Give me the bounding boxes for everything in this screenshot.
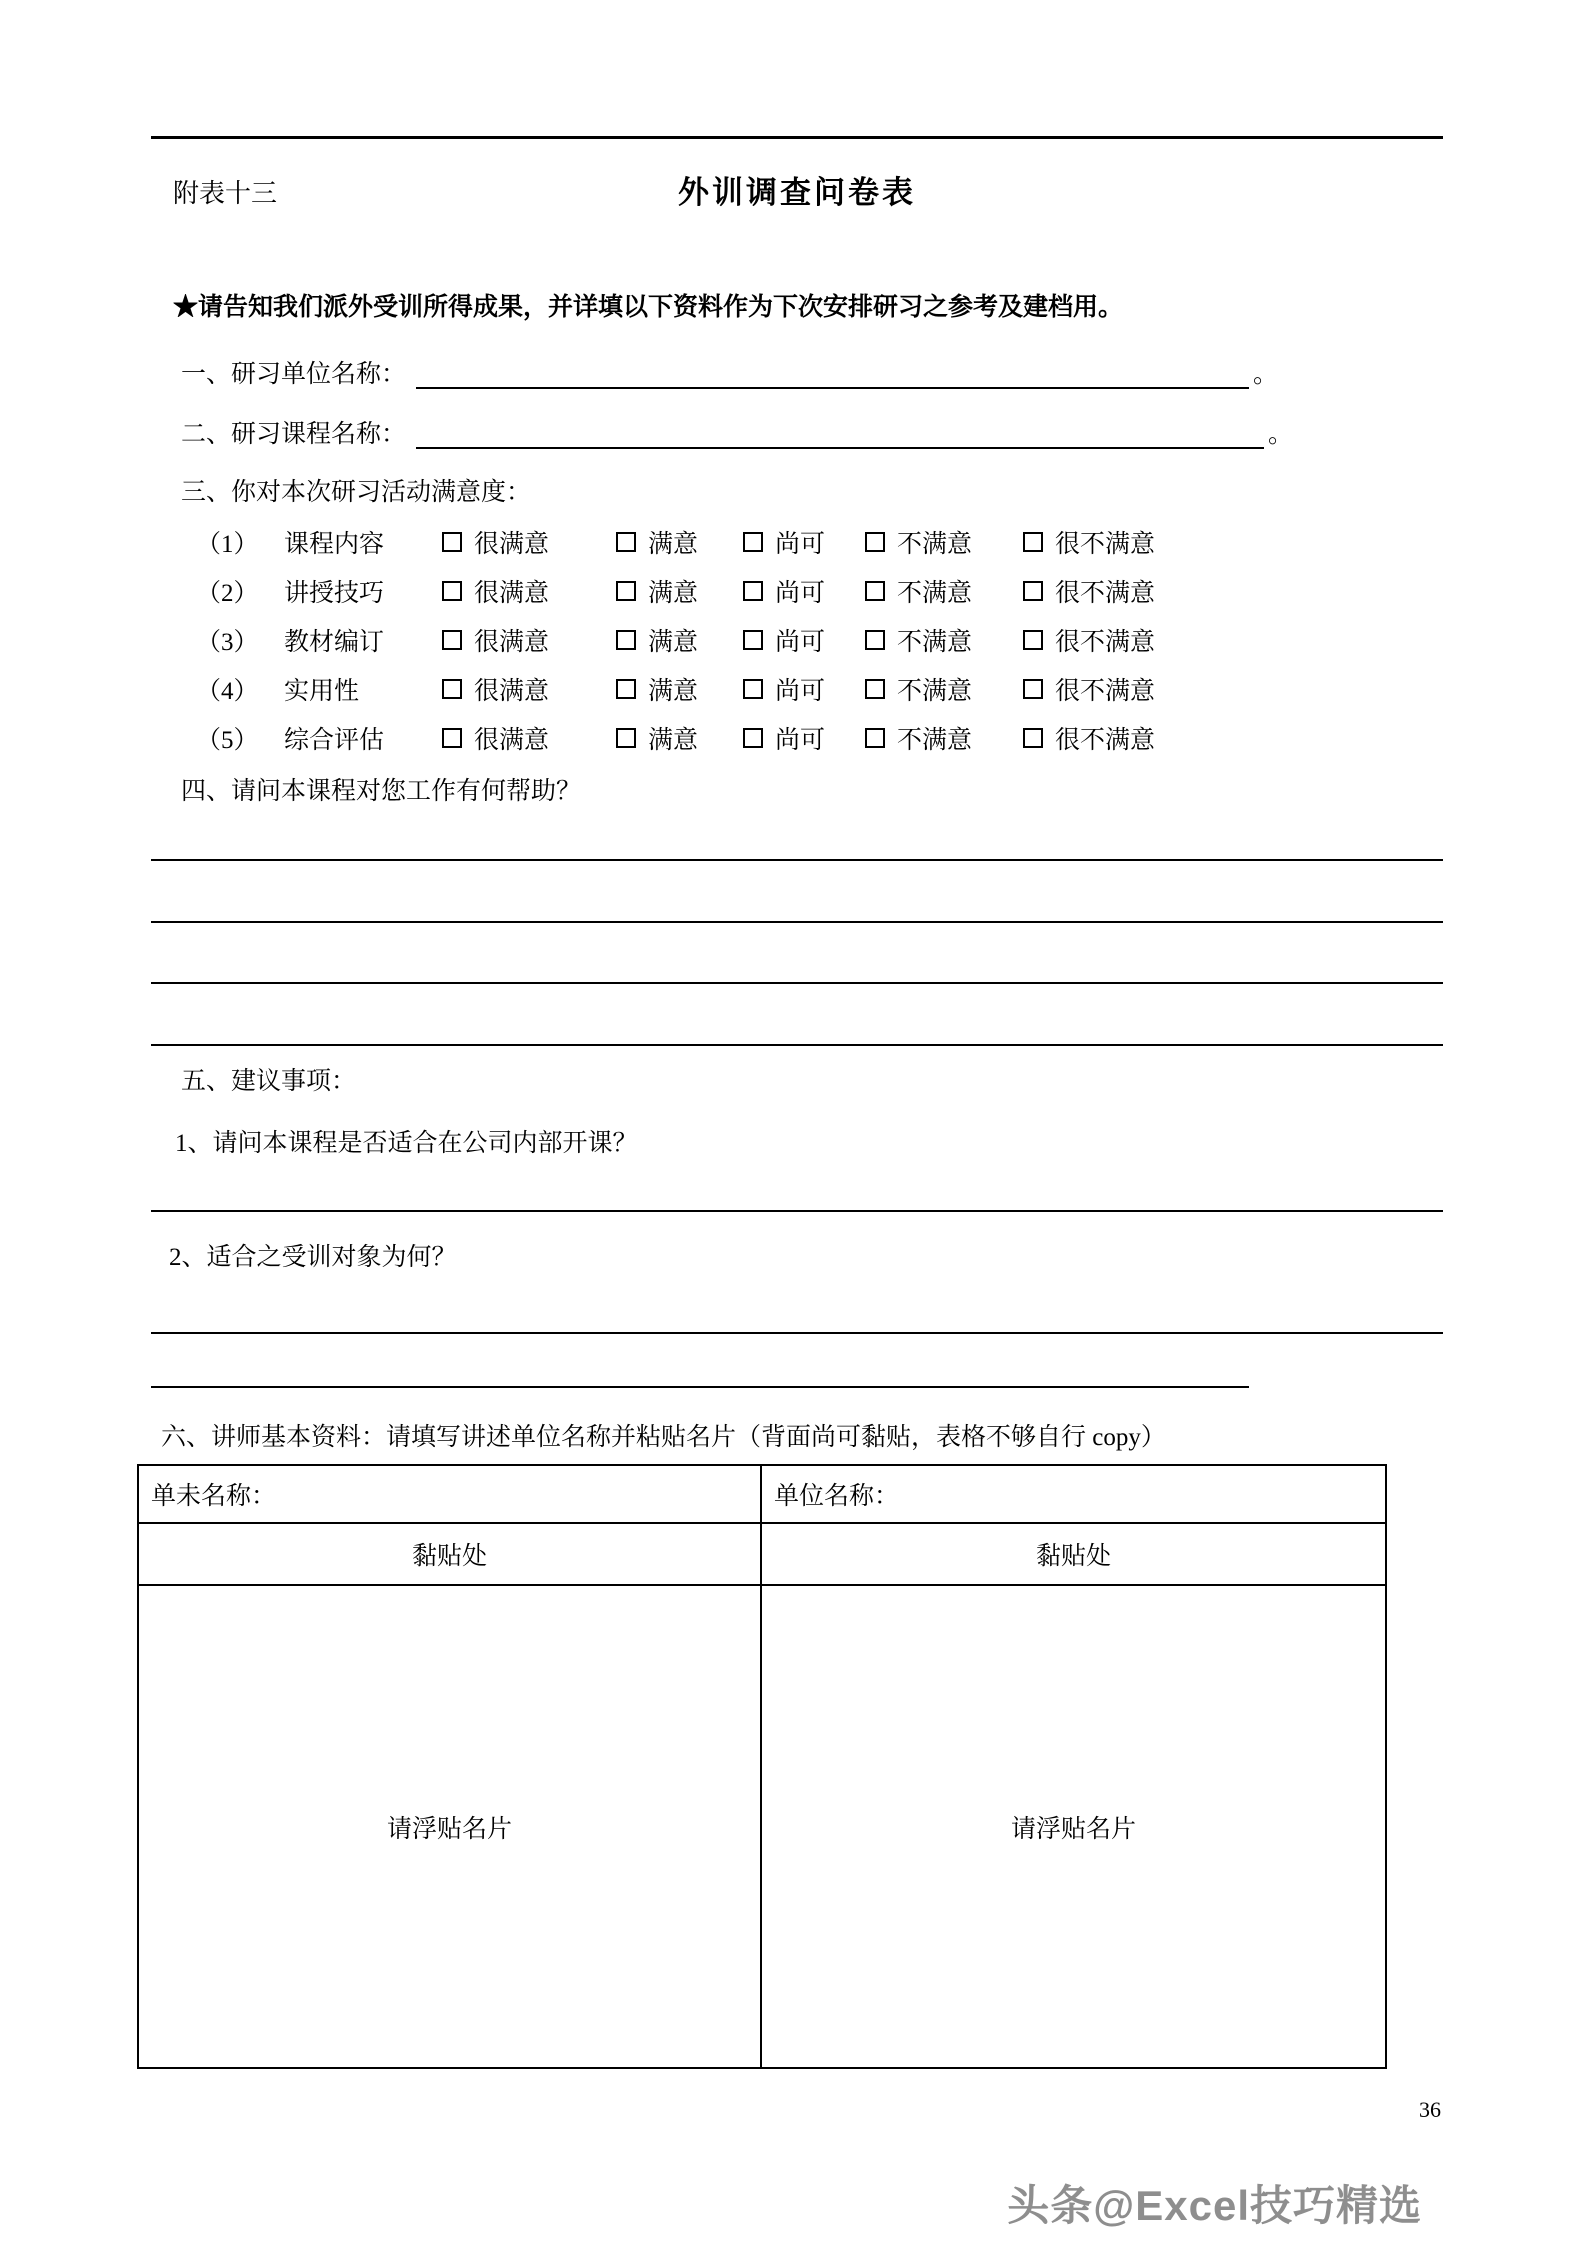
rating-category: 课程内容 [284, 530, 385, 558]
option-label: 尚可 [775, 726, 826, 754]
question-1-label: 一、研习单位名称： [181, 361, 407, 388]
rating-row [151, 664, 1443, 713]
checkbox-icon[interactable] [616, 728, 636, 748]
checkbox-icon[interactable] [743, 630, 763, 650]
checkbox-icon[interactable] [743, 532, 763, 552]
checkbox-icon[interactable] [743, 728, 763, 748]
rating-category: 实用性 [284, 677, 360, 705]
intro-note: ★请告知我们派外受训所得成果，并详填以下资料作为下次安排研习之参考及建档用。 [173, 294, 1124, 321]
rating-option [616, 671, 743, 707]
option-label: 不满意 [897, 530, 973, 558]
rating-option [442, 573, 616, 609]
option-label: 很不满意 [1055, 628, 1156, 656]
rating-option [865, 720, 1023, 756]
page-title: 外训调查问卷表 [678, 175, 916, 210]
answer-line[interactable] [151, 1334, 1249, 1388]
rating-table [151, 517, 1443, 762]
option-label: 满意 [648, 726, 699, 754]
checkbox-icon[interactable] [743, 679, 763, 699]
checkbox-icon[interactable] [1023, 630, 1043, 650]
option-label: 很不满意 [1055, 530, 1156, 558]
checkbox-icon[interactable] [743, 581, 763, 601]
checkbox-icon[interactable] [865, 581, 885, 601]
instructor-info-table [137, 1464, 1387, 2069]
checkbox-icon[interactable] [442, 679, 462, 699]
answer-line[interactable] [151, 1278, 1443, 1334]
rating-option [442, 622, 616, 658]
rating-option [442, 671, 616, 707]
top-divider [151, 136, 1443, 139]
rating-option [743, 622, 865, 658]
watermark-text: 头条@Excel技巧精选 [1007, 2182, 1422, 2229]
rating-row [151, 615, 1443, 664]
checkbox-icon[interactable] [616, 532, 636, 552]
question-2-blank[interactable] [416, 417, 1264, 449]
option-label: 尚可 [775, 677, 826, 705]
rating-category: 讲授技巧 [284, 579, 385, 607]
option-label: 不满意 [897, 726, 973, 754]
checkbox-icon[interactable] [865, 679, 885, 699]
option-label: 尚可 [775, 628, 826, 656]
rating-option [865, 573, 1023, 609]
checkbox-icon[interactable] [1023, 581, 1043, 601]
checkbox-icon[interactable] [442, 728, 462, 748]
checkbox-icon[interactable] [442, 581, 462, 601]
option-label: 很不满意 [1055, 726, 1156, 754]
option-label: 不满意 [897, 579, 973, 607]
rating-number: （3） [196, 628, 259, 656]
question-1-row [151, 355, 1443, 395]
rating-row [151, 713, 1443, 762]
question-1-blank[interactable] [416, 357, 1249, 389]
question-5-sub2-label: 2、适合之受训对象为何？ [169, 1244, 457, 1271]
attachment-label: 附表十三 [173, 179, 278, 208]
option-label: 满意 [648, 628, 699, 656]
option-label: 不满意 [897, 677, 973, 705]
question-2-row [151, 415, 1443, 455]
option-label: 很满意 [474, 530, 550, 558]
rating-option [616, 524, 743, 560]
rating-option [616, 573, 743, 609]
rating-option [865, 622, 1023, 658]
rating-option [1023, 622, 1155, 658]
rating-row [151, 517, 1443, 566]
rating-option [442, 720, 616, 756]
option-label: 满意 [648, 579, 699, 607]
rating-option [1023, 573, 1155, 609]
table-right-header: 单位名称： [762, 1466, 1385, 1524]
table-left-header: 单未名称： [139, 1466, 762, 1524]
checkbox-icon[interactable] [616, 679, 636, 699]
rating-option [743, 573, 865, 609]
checkbox-icon[interactable] [442, 630, 462, 650]
checkbox-icon[interactable] [865, 630, 885, 650]
checkbox-icon[interactable] [865, 728, 885, 748]
rating-option [1023, 524, 1155, 560]
answer-line[interactable] [151, 812, 1443, 861]
business-card-area-right[interactable]: 请浮贴名片 [1010, 1815, 1136, 1843]
rating-option [442, 524, 616, 560]
checkbox-icon[interactable] [616, 581, 636, 601]
paste-area-label-left: 黏贴处 [139, 1524, 762, 1586]
option-label: 很满意 [474, 628, 550, 656]
option-label: 很不满意 [1055, 677, 1156, 705]
paste-area-label-right: 黏贴处 [762, 1524, 1385, 1586]
answer-line[interactable] [151, 1164, 1443, 1212]
answer-line[interactable] [151, 984, 1443, 1046]
checkbox-icon[interactable] [865, 532, 885, 552]
rating-option [616, 720, 743, 756]
answer-line[interactable] [151, 923, 1443, 984]
rating-number: （2） [196, 579, 259, 607]
rating-category: 教材编订 [284, 628, 385, 656]
question-3-label: 三、你对本次研习活动满意度： [181, 479, 532, 506]
rating-number: （5） [196, 726, 259, 754]
rating-option [743, 671, 865, 707]
option-label: 尚可 [775, 530, 826, 558]
question-5-sub1-label: 1、请问本课程是否适合在公司内部开课？ [175, 1130, 638, 1157]
rating-option [1023, 720, 1155, 756]
option-label: 满意 [648, 677, 699, 705]
rating-number: （4） [196, 677, 259, 705]
checkbox-icon[interactable] [1023, 679, 1043, 699]
option-label: 不满意 [897, 628, 973, 656]
checkbox-icon[interactable] [616, 630, 636, 650]
rating-category: 综合评估 [284, 726, 385, 754]
page-number: 36 [1419, 2097, 1441, 2122]
question-2-label: 二、研习课程名称： [181, 421, 407, 448]
document-header [151, 165, 1443, 211]
question-6-label: 六、讲师基本资料：请填写讲述单位名称并粘贴名片（背面尚可黏贴，表格不够自行 copy） [161, 1424, 1166, 1451]
checkbox-icon[interactable] [1023, 532, 1043, 552]
rating-option [865, 671, 1023, 707]
rating-row [151, 566, 1443, 615]
question-4-label: 四、请问本课程对您工作有何帮助？ [181, 778, 582, 805]
rating-option [1023, 671, 1155, 707]
question-2-period: 。 [1267, 421, 1293, 448]
option-label: 很满意 [474, 677, 550, 705]
option-label: 尚可 [775, 579, 826, 607]
rating-option [743, 524, 865, 560]
business-card-area-left[interactable]: 请浮贴名片 [139, 1586, 762, 2067]
checkbox-icon[interactable] [1023, 728, 1043, 748]
rating-option [865, 524, 1023, 560]
question-1-period: 。 [1252, 361, 1278, 388]
checkbox-icon[interactable] [442, 532, 462, 552]
answer-line[interactable] [151, 861, 1443, 923]
option-label: 很满意 [474, 726, 550, 754]
question-5-label: 五、建议事项： [181, 1068, 357, 1095]
option-label: 很满意 [474, 579, 550, 607]
option-label: 很不满意 [1055, 579, 1156, 607]
rating-option [743, 720, 865, 756]
rating-option [616, 622, 743, 658]
option-label: 满意 [648, 530, 699, 558]
rating-number: （1） [196, 530, 259, 558]
